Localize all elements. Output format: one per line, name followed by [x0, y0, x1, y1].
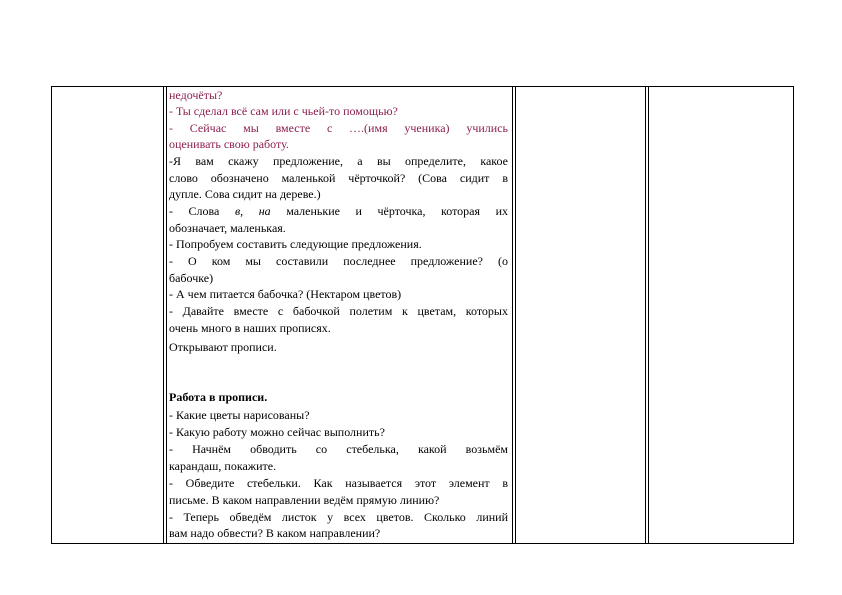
text-line: недочёты?: [169, 88, 223, 102]
text-line: - Ты сделал всё сам или с чьей-то помощью?: [169, 104, 398, 118]
text-line: - Теперь обведём листок у всех цветов. Сколько линий: [169, 510, 508, 524]
italic-word: в: [234, 204, 241, 218]
text-line: карандаш, покажите.: [169, 459, 277, 473]
text-line: -Я вам скажу предложение, а вы определите, какое: [169, 154, 508, 168]
table-border-left: [51, 86, 52, 544]
text-line: - А чем питается бабочка? (Нектаром цветов): [169, 287, 402, 301]
text-fragment: - Слова: [169, 204, 235, 218]
text-line: - Начнём обводить со стебелька, какой возьмём: [169, 442, 508, 456]
text-line: - Обведите стебельки. Как называется этот элемент в: [169, 476, 508, 490]
text-line: бабочке): [169, 271, 214, 285]
text-line: - Сейчас мы вместе с ….(имя ученика) учились: [169, 121, 508, 135]
lesson-content-cell: [169, 87, 508, 542]
column-divider-3: [645, 86, 646, 544]
text-line: очень много в наших прописях.: [169, 321, 331, 335]
section-heading: Работа в прописи.: [169, 390, 268, 404]
text-fragment: ,: [240, 204, 259, 218]
column-divider-2: [512, 86, 513, 544]
text-line: оценивать свою работу.: [169, 137, 289, 151]
text-line: письме. В каком направлении ведём прямую линию?: [169, 493, 440, 507]
text-line: слово обозначено маленькой чёрточкой? (Сова сидит в: [169, 171, 508, 185]
text-line: дупле. Сова сидит на дереве.): [169, 187, 321, 201]
text-fragment: маленькие и чёрточка, которая их: [270, 204, 508, 218]
column-divider-3b: [648, 86, 649, 544]
text-line: - Попробуем составить следующие предложения.: [169, 237, 422, 251]
text-line: обозначает, маленькая.: [169, 221, 286, 235]
text-line: Открывают прописи.: [169, 340, 277, 354]
table-border-right: [793, 86, 794, 544]
column-divider-1: [163, 86, 164, 544]
text-line: - Давайте вместе с бабочкой полетим к цветам, которых: [169, 304, 508, 318]
text-line: - Какие цветы нарисованы?: [169, 408, 310, 422]
text-line: - О ком мы составили последнее предложение? (о: [169, 254, 508, 268]
text-line: вам надо обвести? В каком направлении?: [169, 526, 381, 540]
column-divider-1b: [166, 86, 167, 544]
text-line: [169, 203, 508, 219]
italic-word: на: [258, 204, 271, 218]
column-divider-2b: [515, 86, 516, 544]
text-line: - Какую работу можно сейчас выполнить?: [169, 425, 385, 439]
